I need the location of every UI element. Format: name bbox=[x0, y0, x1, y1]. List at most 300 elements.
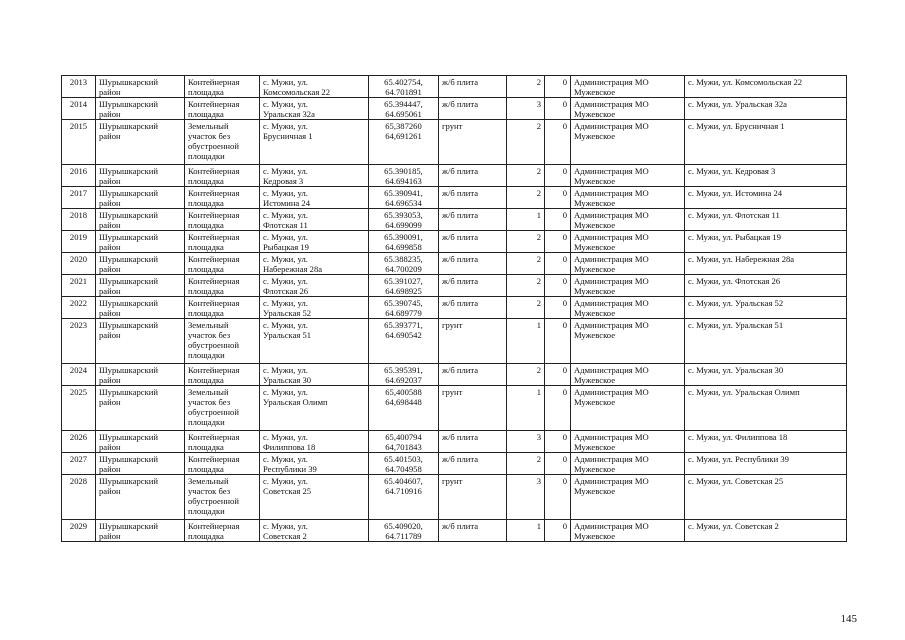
cell-owner bbox=[571, 297, 685, 319]
cell-source-address: с. Мужи, ул. Рыбацкая 19 bbox=[685, 231, 847, 253]
cell-surface: грунт bbox=[439, 319, 507, 364]
cell-district-line: Шурышкарский bbox=[99, 121, 158, 131]
cell-source-address: с. Мужи, ул. Набережная 28а bbox=[685, 253, 847, 275]
cell-district bbox=[96, 319, 185, 364]
cell-number: 2020 bbox=[62, 253, 96, 275]
cell-extra-count: 0 bbox=[545, 275, 571, 297]
cell-district-line: район bbox=[99, 464, 121, 474]
cell-surface: ж/б плита bbox=[439, 231, 507, 253]
cell-site-type-line: площадка bbox=[188, 220, 224, 230]
cell-district bbox=[96, 453, 185, 475]
cell-address bbox=[260, 165, 369, 187]
cell-address-line: Филиппова 18 bbox=[263, 442, 316, 452]
cell-owner-line: Мужевское bbox=[574, 220, 616, 230]
cell-owner-line: Мужевское bbox=[574, 375, 616, 385]
cell-owner-line: Мужевское bbox=[574, 442, 616, 452]
cell-address-line: с. Мужи, ул. bbox=[263, 432, 308, 442]
cell-source-address: с. Мужи, ул. Кедровая 3 bbox=[685, 165, 847, 187]
cell-container-count: 2 bbox=[507, 275, 545, 297]
cell-address bbox=[260, 319, 369, 364]
cell-district-line: Шурышкарский bbox=[99, 454, 158, 464]
cell-district-line: район bbox=[99, 131, 121, 141]
cell-district bbox=[96, 165, 185, 187]
table-row bbox=[62, 165, 847, 187]
cell-container-count: 1 bbox=[507, 386, 545, 431]
cell-coordinates bbox=[369, 275, 439, 297]
cell-coordinates-line: 65.390745, bbox=[384, 298, 423, 308]
cell-source-address: с. Мужи, ул. Республики 39 bbox=[685, 453, 847, 475]
cell-coordinates bbox=[369, 209, 439, 231]
cell-owner bbox=[571, 364, 685, 386]
cell-site-type-line: Контейнерная bbox=[188, 99, 240, 109]
cell-site-type bbox=[185, 253, 260, 275]
table-row bbox=[62, 386, 847, 431]
cell-source-address: с. Мужи, ул. Истомина 24 bbox=[685, 187, 847, 209]
cell-address bbox=[260, 76, 369, 98]
cell-owner-line: Мужевское bbox=[574, 531, 616, 541]
table-row bbox=[62, 475, 847, 520]
table-row bbox=[62, 275, 847, 297]
cell-coordinates-line: 65.395391, bbox=[384, 365, 423, 375]
cell-address-line: с. Мужи, ул. bbox=[263, 254, 308, 264]
cell-coordinates-line: 65.390091, bbox=[384, 232, 423, 242]
cell-site-type bbox=[185, 364, 260, 386]
cell-coordinates bbox=[369, 165, 439, 187]
cell-address-line: Советская 2 bbox=[263, 531, 307, 541]
cell-address-line: с. Мужи, ул. bbox=[263, 77, 308, 87]
cell-surface: ж/б плита bbox=[439, 431, 507, 453]
cell-owner-line: Мужевское bbox=[574, 176, 616, 186]
cell-owner-line: Мужевское bbox=[574, 486, 616, 496]
cell-owner-line: Мужевское bbox=[574, 131, 616, 141]
cell-site-type-line: площадка bbox=[188, 176, 224, 186]
cell-coordinates-line: 65.390941, bbox=[384, 188, 423, 198]
cell-container-count: 2 bbox=[507, 364, 545, 386]
cell-coordinates-line: 65.388235, bbox=[384, 254, 423, 264]
cell-extra-count: 0 bbox=[545, 120, 571, 165]
cell-address-line: с. Мужи, ул. bbox=[263, 476, 308, 486]
cell-number: 2025 bbox=[62, 386, 96, 431]
cell-site-type bbox=[185, 297, 260, 319]
cell-address bbox=[260, 364, 369, 386]
cell-site-type-line: Контейнерная bbox=[188, 188, 240, 198]
cell-container-count: 2 bbox=[507, 120, 545, 165]
cell-owner bbox=[571, 453, 685, 475]
cell-district bbox=[96, 187, 185, 209]
cell-coordinates bbox=[369, 520, 439, 542]
cell-site-type-line: Контейнерная bbox=[188, 254, 240, 264]
cell-container-count: 1 bbox=[507, 520, 545, 542]
cell-surface: ж/б плита bbox=[439, 364, 507, 386]
cell-extra-count: 0 bbox=[545, 364, 571, 386]
cell-coordinates-line: 64,698448 bbox=[385, 397, 422, 407]
cell-coordinates-line: 65,387260 bbox=[385, 121, 422, 131]
cell-coordinates-line: 65.391027, bbox=[384, 276, 423, 286]
cell-owner bbox=[571, 520, 685, 542]
cell-site-type-line: Контейнерная bbox=[188, 77, 240, 87]
cell-address-line: Набережная 28а bbox=[263, 264, 323, 274]
table-row bbox=[62, 187, 847, 209]
cell-site-type-line: Контейнерная bbox=[188, 432, 240, 442]
table-row bbox=[62, 120, 847, 165]
cell-district-line: район bbox=[99, 198, 121, 208]
cell-address bbox=[260, 275, 369, 297]
cell-site-type-line: Земельный bbox=[188, 476, 229, 486]
cell-address-line: Уральская Олимп bbox=[263, 397, 328, 407]
cell-coordinates-line: 64.711789 bbox=[385, 531, 422, 541]
cell-site-type-line: Земельный bbox=[188, 387, 229, 397]
cell-owner-line: Мужевское bbox=[574, 87, 616, 97]
cell-owner-line: Мужевское bbox=[574, 464, 616, 474]
cell-coordinates-line: 64.690542 bbox=[385, 330, 422, 340]
cell-district-line: район bbox=[99, 286, 121, 296]
cell-address-line: Советская 25 bbox=[263, 486, 312, 496]
cell-source-address: с. Мужи, ул. Филиппова 18 bbox=[685, 431, 847, 453]
cell-coordinates-line: 65.394447, bbox=[384, 99, 423, 109]
table-row bbox=[62, 231, 847, 253]
cell-address-line: Флотская 11 bbox=[263, 220, 308, 230]
table-row bbox=[62, 453, 847, 475]
cell-surface: ж/б плита bbox=[439, 453, 507, 475]
cell-owner bbox=[571, 386, 685, 431]
cell-extra-count: 0 bbox=[545, 453, 571, 475]
cell-owner-line: Мужевское bbox=[574, 397, 616, 407]
cell-number: 2015 bbox=[62, 120, 96, 165]
cell-district-line: район bbox=[99, 330, 121, 340]
cell-address bbox=[260, 297, 369, 319]
cell-container-count: 1 bbox=[507, 319, 545, 364]
cell-coordinates-line: 64.694163 bbox=[385, 176, 422, 186]
cell-coordinates-line: 64.699858 bbox=[385, 242, 422, 252]
table-row bbox=[62, 364, 847, 386]
cell-district bbox=[96, 364, 185, 386]
cell-coordinates-line: 65,400794 bbox=[385, 432, 422, 442]
cell-address bbox=[260, 231, 369, 253]
cell-number: 2029 bbox=[62, 520, 96, 542]
table-row bbox=[62, 76, 847, 98]
cell-owner bbox=[571, 187, 685, 209]
cell-owner-line: Мужевское bbox=[574, 330, 616, 340]
cell-number: 2027 bbox=[62, 453, 96, 475]
cell-site-type bbox=[185, 475, 260, 520]
cell-coordinates bbox=[369, 386, 439, 431]
cell-site-type-line: площадки bbox=[188, 506, 225, 516]
cell-coordinates bbox=[369, 297, 439, 319]
cell-site-type-line: площадка bbox=[188, 242, 224, 252]
cell-owner-line: Администрация МО bbox=[574, 320, 649, 330]
cell-site-type-line: площадки bbox=[188, 350, 225, 360]
cell-owner-line: Администрация МО bbox=[574, 432, 649, 442]
registry-table bbox=[61, 75, 847, 542]
cell-coordinates-line: 65.390185, bbox=[384, 166, 423, 176]
cell-coordinates-line: 65.393053, bbox=[384, 210, 423, 220]
cell-site-type-line: обустроенной bbox=[188, 407, 239, 417]
cell-site-type-line: площадка bbox=[188, 198, 224, 208]
cell-site-type-line: Контейнерная bbox=[188, 454, 240, 464]
cell-address bbox=[260, 209, 369, 231]
cell-address-line: с. Мужи, ул. bbox=[263, 232, 308, 242]
cell-site-type-line: участок без bbox=[188, 486, 231, 496]
cell-site-type-line: Земельный bbox=[188, 320, 229, 330]
cell-site-type bbox=[185, 98, 260, 120]
cell-surface: ж/б плита bbox=[439, 297, 507, 319]
cell-coordinates bbox=[369, 453, 439, 475]
cell-district-line: Шурышкарский bbox=[99, 210, 158, 220]
cell-site-type-line: Контейнерная bbox=[188, 166, 240, 176]
cell-coordinates bbox=[369, 98, 439, 120]
cell-address-line: Уральская 52 bbox=[263, 308, 312, 318]
cell-address-line: Комсомольская 22 bbox=[263, 87, 331, 97]
cell-coordinates-line: 65.402754, bbox=[384, 77, 423, 87]
cell-site-type-line: площадка bbox=[188, 464, 224, 474]
cell-address-line: Флотская 26 bbox=[263, 286, 309, 296]
cell-coordinates bbox=[369, 187, 439, 209]
cell-district-line: Шурышкарский bbox=[99, 254, 158, 264]
cell-district-line: район bbox=[99, 486, 121, 496]
cell-number: 2021 bbox=[62, 275, 96, 297]
cell-number: 2026 bbox=[62, 431, 96, 453]
cell-surface: ж/б плита bbox=[439, 76, 507, 98]
cell-district bbox=[96, 209, 185, 231]
cell-coordinates bbox=[369, 120, 439, 165]
cell-coordinates bbox=[369, 231, 439, 253]
cell-owner-line: Администрация МО bbox=[574, 210, 649, 220]
cell-district bbox=[96, 431, 185, 453]
cell-district bbox=[96, 386, 185, 431]
cell-number: 2024 bbox=[62, 364, 96, 386]
cell-owner-line: Администрация МО bbox=[574, 365, 649, 375]
cell-coordinates bbox=[369, 76, 439, 98]
cell-site-type-line: площадка bbox=[188, 286, 224, 296]
cell-coordinates-line: 65,400588 bbox=[385, 387, 422, 397]
cell-site-type bbox=[185, 120, 260, 165]
cell-owner-line: Администрация МО bbox=[574, 188, 649, 198]
cell-address-line: с. Мужи, ул. bbox=[263, 121, 308, 131]
cell-district-line: район bbox=[99, 109, 121, 119]
cell-address-line: с. Мужи, ул. bbox=[263, 387, 308, 397]
cell-site-type-line: обустроенной bbox=[188, 340, 239, 350]
cell-container-count: 1 bbox=[507, 209, 545, 231]
cell-site-type-line: площадка bbox=[188, 87, 224, 97]
cell-number: 2019 bbox=[62, 231, 96, 253]
cell-district-line: район bbox=[99, 220, 121, 230]
cell-owner-line: Мужевское bbox=[574, 308, 616, 318]
table-row bbox=[62, 98, 847, 120]
cell-owner bbox=[571, 253, 685, 275]
cell-extra-count: 0 bbox=[545, 297, 571, 319]
cell-owner bbox=[571, 475, 685, 520]
cell-surface: ж/б плита bbox=[439, 209, 507, 231]
cell-extra-count: 0 bbox=[545, 165, 571, 187]
cell-number: 2023 bbox=[62, 319, 96, 364]
cell-site-type-line: Контейнерная bbox=[188, 521, 240, 531]
cell-district-line: Шурышкарский bbox=[99, 276, 158, 286]
cell-surface: грунт bbox=[439, 475, 507, 520]
cell-extra-count: 0 bbox=[545, 319, 571, 364]
cell-extra-count: 0 bbox=[545, 231, 571, 253]
cell-coordinates-line: 65.404607, bbox=[384, 476, 423, 486]
cell-district bbox=[96, 253, 185, 275]
cell-coordinates-line: 64.695061 bbox=[385, 109, 422, 119]
cell-address-line: с. Мужи, ул. bbox=[263, 454, 308, 464]
cell-district-line: район bbox=[99, 87, 121, 97]
cell-owner-line: Администрация МО bbox=[574, 454, 649, 464]
cell-number: 2028 bbox=[62, 475, 96, 520]
registry-body bbox=[62, 76, 847, 542]
cell-owner bbox=[571, 231, 685, 253]
cell-source-address: с. Мужи, ул. Уральская 30 bbox=[685, 364, 847, 386]
cell-site-type-line: площадка bbox=[188, 531, 224, 541]
cell-site-type-line: обустроенной bbox=[188, 496, 239, 506]
cell-district bbox=[96, 475, 185, 520]
cell-address-line: с. Мужи, ул. bbox=[263, 210, 308, 220]
cell-site-type-line: площадка bbox=[188, 264, 224, 274]
cell-coordinates-line: 64.698925 bbox=[385, 286, 422, 296]
cell-owner-line: Администрация МО bbox=[574, 77, 649, 87]
cell-site-type bbox=[185, 165, 260, 187]
cell-container-count: 2 bbox=[507, 253, 545, 275]
cell-source-address: с. Мужи, ул. Уральская Олимп bbox=[685, 386, 847, 431]
cell-address bbox=[260, 120, 369, 165]
cell-source-address: с. Мужи, ул. Уральская 32а bbox=[685, 98, 847, 120]
cell-container-count: 3 bbox=[507, 475, 545, 520]
cell-coordinates-line: 65.401503, bbox=[384, 454, 423, 464]
cell-site-type bbox=[185, 187, 260, 209]
cell-source-address: с. Мужи, ул. Флотская 26 bbox=[685, 275, 847, 297]
cell-site-type-line: площадка bbox=[188, 442, 224, 452]
cell-surface: ж/б плита bbox=[439, 253, 507, 275]
cell-surface: ж/б плита bbox=[439, 520, 507, 542]
cell-district-line: Шурышкарский bbox=[99, 320, 158, 330]
cell-container-count: 2 bbox=[507, 297, 545, 319]
cell-site-type bbox=[185, 231, 260, 253]
cell-source-address: с. Мужи, ул. Комсомольская 22 bbox=[685, 76, 847, 98]
cell-coordinates-line: 64.704958 bbox=[385, 464, 422, 474]
cell-site-type bbox=[185, 275, 260, 297]
table-row bbox=[62, 319, 847, 364]
cell-owner-line: Администрация МО bbox=[574, 166, 649, 176]
cell-address bbox=[260, 386, 369, 431]
cell-district-line: район bbox=[99, 176, 121, 186]
cell-site-type bbox=[185, 209, 260, 231]
cell-extra-count: 0 bbox=[545, 209, 571, 231]
cell-address-line: Республики 39 bbox=[263, 464, 317, 474]
cell-owner bbox=[571, 275, 685, 297]
cell-owner-line: Администрация МО bbox=[574, 254, 649, 264]
cell-source-address: с. Мужи, ул. Брусничная 1 bbox=[685, 120, 847, 165]
cell-address-line: Уральская 30 bbox=[263, 375, 312, 385]
cell-owner-line: Мужевское bbox=[574, 198, 616, 208]
cell-container-count: 3 bbox=[507, 431, 545, 453]
cell-district-line: район bbox=[99, 308, 121, 318]
cell-address-line: с. Мужи, ул. bbox=[263, 521, 308, 531]
cell-coordinates-line: 64.689779 bbox=[385, 308, 422, 318]
cell-address-line: Брусничная 1 bbox=[263, 131, 313, 141]
cell-district-line: Шурышкарский bbox=[99, 521, 158, 531]
cell-owner bbox=[571, 431, 685, 453]
cell-site-type-line: Контейнерная bbox=[188, 276, 240, 286]
cell-extra-count: 0 bbox=[545, 253, 571, 275]
cell-owner-line: Мужевское bbox=[574, 264, 616, 274]
cell-site-type-line: площадка bbox=[188, 109, 224, 119]
cell-district-line: Шурышкарский bbox=[99, 166, 158, 176]
cell-district-line: район bbox=[99, 531, 121, 541]
cell-district bbox=[96, 297, 185, 319]
cell-district-line: Шурышкарский bbox=[99, 476, 158, 486]
cell-surface: грунт bbox=[439, 120, 507, 165]
cell-address-line: Рыбацкая 19 bbox=[263, 242, 309, 252]
cell-site-type-line: участок без bbox=[188, 131, 231, 141]
cell-coordinates-line: 65.409020, bbox=[384, 521, 423, 531]
cell-coordinates bbox=[369, 253, 439, 275]
cell-address-line: с. Мужи, ул. bbox=[263, 320, 308, 330]
cell-extra-count: 0 bbox=[545, 98, 571, 120]
cell-site-type-line: обустроенной bbox=[188, 141, 239, 151]
cell-coordinates-line: 64.701891 bbox=[385, 87, 422, 97]
cell-owner-line: Администрация МО bbox=[574, 99, 649, 109]
cell-address bbox=[260, 253, 369, 275]
cell-owner-line: Администрация МО bbox=[574, 476, 649, 486]
cell-owner bbox=[571, 120, 685, 165]
cell-coordinates-line: 64.692037 bbox=[385, 375, 422, 385]
cell-extra-count: 0 bbox=[545, 187, 571, 209]
cell-address-line: с. Мужи, ул. bbox=[263, 276, 308, 286]
cell-district bbox=[96, 520, 185, 542]
cell-coordinates bbox=[369, 431, 439, 453]
cell-extra-count: 0 bbox=[545, 520, 571, 542]
cell-site-type-line: площадки bbox=[188, 151, 225, 161]
cell-owner bbox=[571, 165, 685, 187]
cell-owner bbox=[571, 76, 685, 98]
cell-extra-count: 0 bbox=[545, 76, 571, 98]
cell-container-count: 2 bbox=[507, 165, 545, 187]
cell-surface: ж/б плита bbox=[439, 275, 507, 297]
cell-site-type-line: участок без bbox=[188, 397, 231, 407]
cell-owner bbox=[571, 319, 685, 364]
cell-extra-count: 0 bbox=[545, 475, 571, 520]
cell-owner-line: Администрация МО bbox=[574, 121, 649, 131]
cell-address-line: Уральская 32а bbox=[263, 109, 315, 119]
cell-site-type-line: Контейнерная bbox=[188, 232, 240, 242]
cell-owner-line: Мужевское bbox=[574, 109, 616, 119]
cell-address-line: с. Мужи, ул. bbox=[263, 166, 308, 176]
cell-district-line: район bbox=[99, 442, 121, 452]
cell-district-line: Шурышкарский bbox=[99, 77, 158, 87]
cell-coordinates-line: 64.700209 bbox=[385, 264, 422, 274]
cell-source-address: с. Мужи, ул. Уральская 51 bbox=[685, 319, 847, 364]
cell-owner-line: Мужевское bbox=[574, 286, 616, 296]
cell-number: 2022 bbox=[62, 297, 96, 319]
cell-source-address: с. Мужи, ул. Флотская 11 bbox=[685, 209, 847, 231]
cell-district bbox=[96, 76, 185, 98]
page-number: 145 bbox=[840, 613, 857, 625]
cell-district-line: район bbox=[99, 242, 121, 252]
cell-district-line: Шурышкарский bbox=[99, 298, 158, 308]
cell-coordinates-line: 64.696534 bbox=[385, 198, 422, 208]
cell-site-type bbox=[185, 76, 260, 98]
cell-district-line: Шурышкарский bbox=[99, 365, 158, 375]
cell-surface: ж/б плита bbox=[439, 187, 507, 209]
cell-address-line: Кедровая 3 bbox=[263, 176, 304, 186]
cell-number: 2018 bbox=[62, 209, 96, 231]
table-row bbox=[62, 520, 847, 542]
cell-district-line: район bbox=[99, 375, 121, 385]
cell-address bbox=[260, 431, 369, 453]
cell-owner bbox=[571, 98, 685, 120]
cell-district-line: Шурышкарский bbox=[99, 387, 158, 397]
cell-container-count: 3 bbox=[507, 98, 545, 120]
cell-district bbox=[96, 98, 185, 120]
